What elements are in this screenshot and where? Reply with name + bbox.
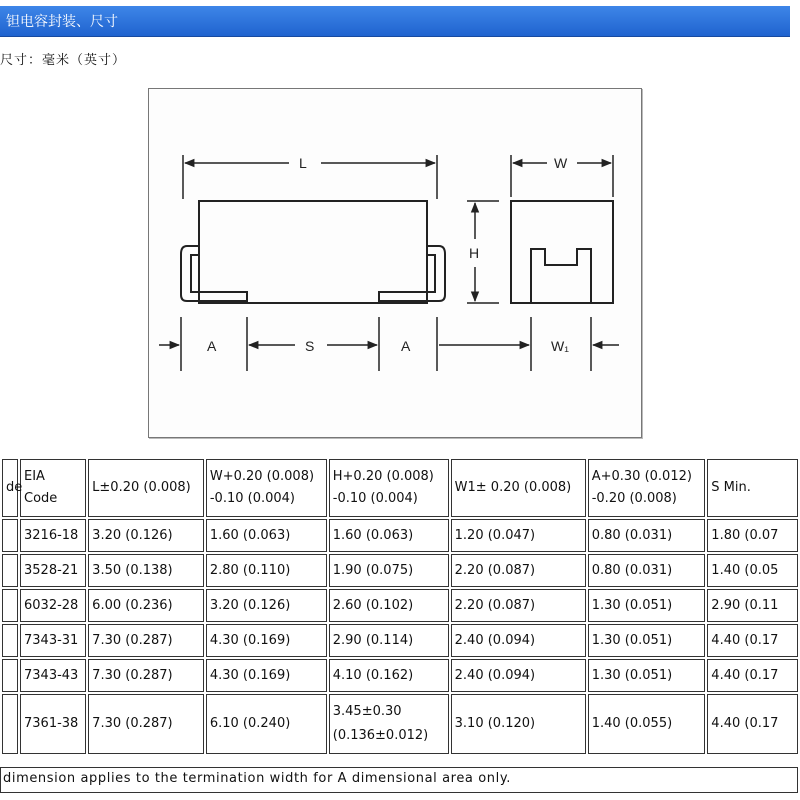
dim-label-a-right: A bbox=[401, 338, 411, 354]
table-cell: 3.50 (0.138) bbox=[88, 554, 204, 587]
table-cell: 4.40 (0.17 bbox=[707, 624, 798, 657]
header-w: W+0.20 (0.008) -0.10 (0.004) bbox=[206, 459, 327, 517]
header-a: A+0.30 (0.012) -0.20 (0.008) bbox=[588, 459, 706, 517]
left-termination bbox=[181, 246, 247, 301]
table-cell: 2.90 (0.114) bbox=[329, 624, 449, 657]
table-cell: 7343-43 bbox=[20, 659, 86, 692]
table-cell: 7343-31 bbox=[20, 624, 86, 657]
table-cell: 1.60 (0.063) bbox=[329, 519, 449, 552]
table-cell: 1.60 (0.063) bbox=[206, 519, 327, 552]
table-row bbox=[2, 519, 798, 552]
header-w1: W1± 0.20 (0.008) bbox=[451, 459, 586, 517]
table-cell: 1.20 (0.047) bbox=[451, 519, 586, 552]
table-cell: 3.20 (0.126) bbox=[206, 589, 327, 622]
table-cell: 1.30 (0.051) bbox=[588, 659, 706, 692]
table-cell: 4.30 (0.169) bbox=[206, 659, 327, 692]
table-cell: 0.80 (0.031) bbox=[588, 519, 706, 552]
table-row bbox=[2, 624, 798, 657]
table-cell: 2.20 (0.087) bbox=[451, 554, 586, 587]
table-cell: 4.10 (0.162) bbox=[329, 659, 449, 692]
table-cell: 3.10 (0.120) bbox=[451, 694, 586, 754]
table-cell: 4.40 (0.17 bbox=[707, 659, 798, 692]
table-cell: 1.90 (0.075) bbox=[329, 554, 449, 587]
table-row bbox=[2, 589, 798, 622]
dim-label-a-left: A bbox=[207, 338, 217, 354]
header-case-code: de bbox=[2, 459, 18, 517]
end-view-body bbox=[511, 201, 613, 303]
table-cell: 6032-28 bbox=[20, 589, 86, 622]
table-cell: 4.40 (0.17 bbox=[707, 694, 798, 754]
dim-label-w: W bbox=[554, 155, 568, 171]
table-cell: 0.80 (0.031) bbox=[588, 554, 706, 587]
table-cell: 6.00 (0.236) bbox=[88, 589, 204, 622]
units-caption: 尺寸：毫米（英寸） bbox=[0, 53, 127, 68]
table-row bbox=[2, 659, 798, 692]
diagram-drawing bbox=[149, 89, 641, 437]
table-cell: 3.45±0.30 (0.136±0.012) bbox=[329, 694, 449, 754]
table-cell: 1.40 (0.055) bbox=[588, 694, 706, 754]
table-cell: 1.80 (0.07 bbox=[707, 519, 798, 552]
table-cell: 2.40 (0.094) bbox=[451, 659, 586, 692]
table-cell: 1.30 (0.051) bbox=[588, 624, 706, 657]
table-cell: 3216-18 bbox=[20, 519, 86, 552]
table-cell: 3528-21 bbox=[20, 554, 86, 587]
package-dimension-diagram bbox=[148, 88, 642, 438]
table-row bbox=[2, 694, 798, 754]
footnote: dimension applies to the termination width for A dimensional area only. bbox=[0, 767, 798, 793]
dim-label-l: L bbox=[299, 155, 307, 171]
table-cell: 7.30 (0.287) bbox=[88, 659, 204, 692]
table-cell: 2.60 (0.102) bbox=[329, 589, 449, 622]
table-row bbox=[2, 554, 798, 587]
header-h: H+0.20 (0.008) -0.10 (0.004) bbox=[329, 459, 449, 517]
table-cell: 2.20 (0.087) bbox=[451, 589, 586, 622]
table-cell: 2.80 (0.110) bbox=[206, 554, 327, 587]
table-cell: 2.40 (0.094) bbox=[451, 624, 586, 657]
right-termination bbox=[379, 246, 445, 301]
header-l: L±0.20 (0.008) bbox=[88, 459, 204, 517]
table-cell: 4.30 (0.169) bbox=[206, 624, 327, 657]
table-cell: 6.10 (0.240) bbox=[206, 694, 327, 754]
table-cell: 1.30 (0.051) bbox=[588, 589, 706, 622]
table-cell: 3.20 (0.126) bbox=[88, 519, 204, 552]
table-cell: 7.30 (0.287) bbox=[88, 694, 204, 754]
section-title: 钽电容封装、尺寸 bbox=[6, 14, 118, 30]
dim-label-s: S bbox=[305, 338, 315, 354]
table-cell: 2.90 (0.11 bbox=[707, 589, 798, 622]
dim-label-w1: W₁ bbox=[551, 338, 569, 354]
section-header-bar bbox=[0, 6, 790, 37]
table-cell: 7.30 (0.287) bbox=[88, 624, 204, 657]
table-cell: 7361-38 bbox=[20, 694, 86, 754]
end-view-termination bbox=[531, 249, 591, 303]
header-eia-code: EIA Code bbox=[20, 459, 86, 517]
dimension-table bbox=[0, 457, 800, 756]
header-s-min: S Min. bbox=[707, 459, 798, 517]
capacitor-body bbox=[199, 201, 427, 303]
dim-label-h: H bbox=[469, 245, 480, 261]
table-header-row bbox=[2, 459, 798, 517]
table-cell: 1.40 (0.05 bbox=[707, 554, 798, 587]
